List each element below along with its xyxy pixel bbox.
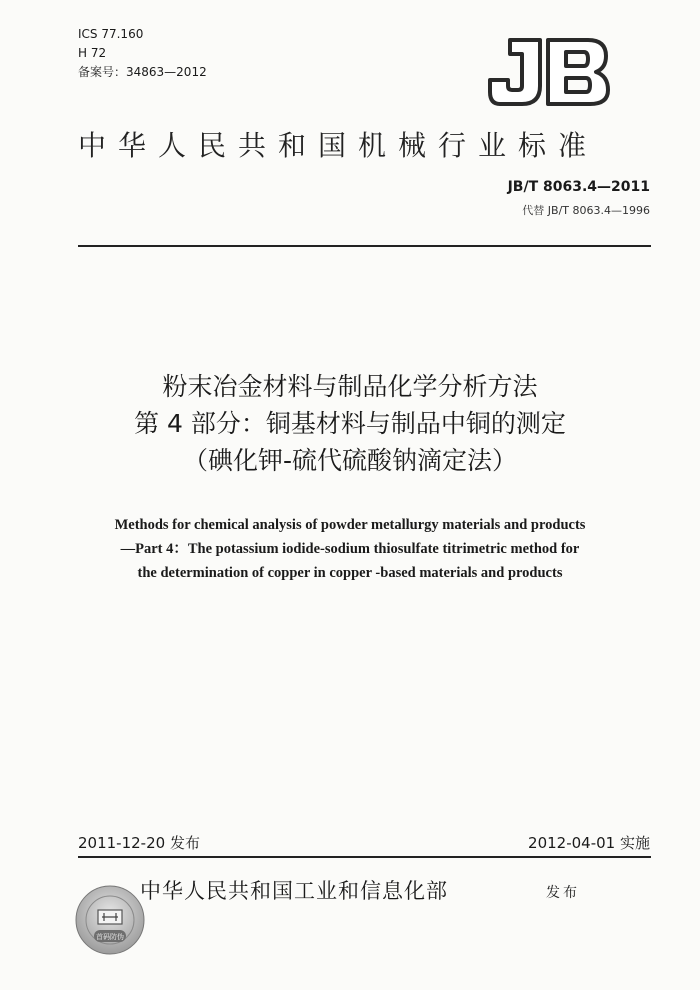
bottom-divider xyxy=(78,856,651,858)
english-title-line1: Methods for chemical analysis of powder metallurgy materials and products xyxy=(114,517,586,533)
chinese-title-line3: （碘化钾-硫代硫酸钠滴定法） xyxy=(182,446,518,475)
industry-standard-title: 中华人民共和国机械行业标准 xyxy=(78,129,599,162)
english-title-line3: the determination of copper in copper -based materials and products xyxy=(137,565,563,581)
chinese-title-line1: 粉末冶金材料与制品化学分析方法 xyxy=(162,372,538,401)
ccs-code: H 72 xyxy=(78,46,107,60)
issuing-authority: 中华人民共和国工业和信息化部 xyxy=(140,879,448,903)
jb-logo-icon xyxy=(488,36,610,108)
anti-counterfeit-seal-icon xyxy=(74,884,146,956)
seal-text: 首码防伪 xyxy=(96,933,124,941)
issue-date: 2011-12-20 发布 xyxy=(78,834,200,852)
chinese-title-line2: 第 4 部分：铜基材料与制品中铜的测定 xyxy=(134,409,566,438)
record-number: 备案号：34863—2012 xyxy=(78,65,207,79)
replaces-standard: 代替 JB/T 8063.4—1996 xyxy=(522,204,650,217)
implementation-date: 2012-04-01 实施 xyxy=(528,834,650,852)
top-divider xyxy=(78,245,651,247)
chinese-title xyxy=(40,368,660,479)
english-title xyxy=(40,513,660,585)
publish-label: 发布 xyxy=(546,885,580,901)
english-title-line2: —Part 4：The potassium iodide-sodium thiosulfate titrimetric method for xyxy=(120,541,580,557)
standard-number: JB/T 8063.4—2011 xyxy=(507,179,650,195)
ics-code: ICS 77.160 xyxy=(78,27,144,41)
header-codes xyxy=(78,25,207,82)
